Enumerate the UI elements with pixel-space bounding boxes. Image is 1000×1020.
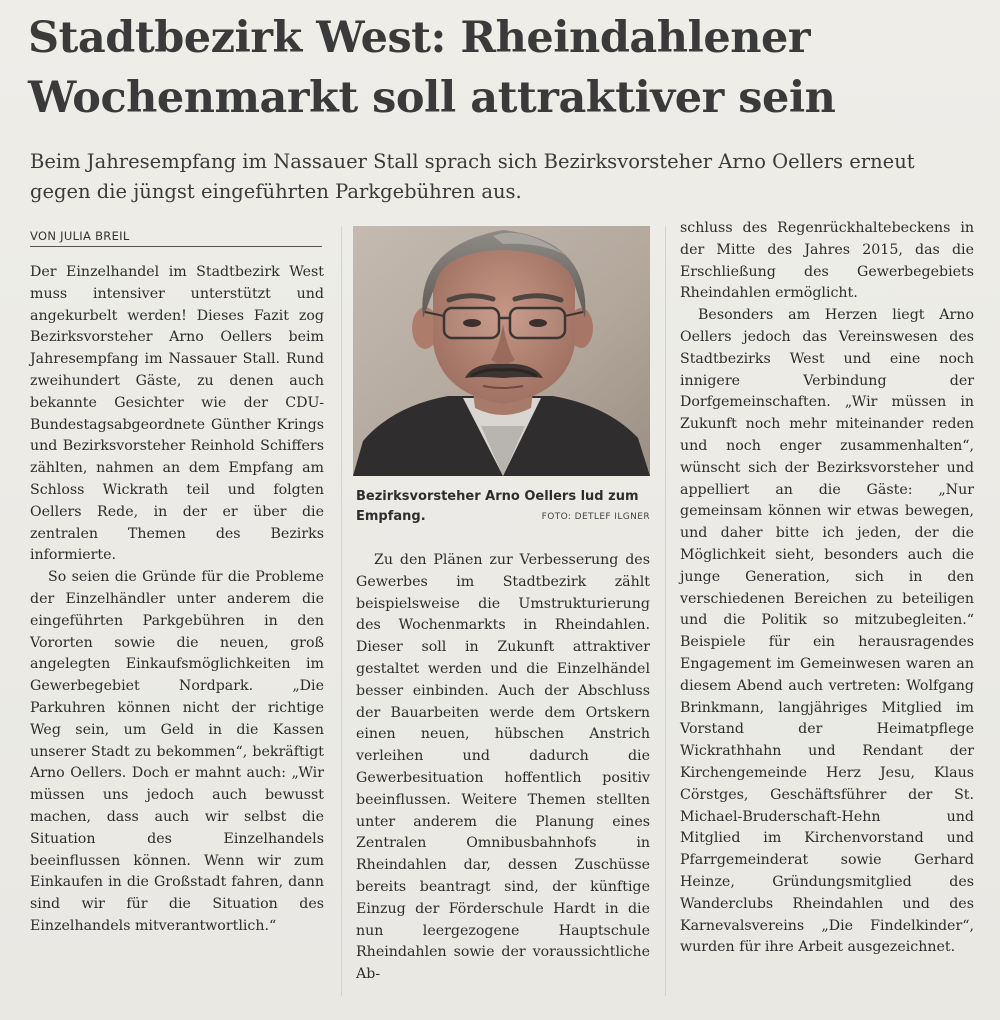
article-column-1 <box>30 262 324 938</box>
portrait-photo <box>353 226 650 476</box>
paragraph: schluss des Regenrückhaltebeckens in der Mitte des Jahres 2015, das die Erschließung des Gewerbegebiets Rheindahlen ermöglicht. <box>680 220 974 302</box>
paragraph: Zu den Plänen zur Verbesserung des Gewerbes im Stadtbezirk zählt beispielsweise die Umstrukturierung des Wochenmarkts in Rheindahlen. Dieser soll in Zukunft attraktiver gestaltet werden und die Einzelhändel besser einbinden. Auch der Abschluss der Bauarbeiten werde dem Ortskern einen neuen, hübschen Anstrich verleihen und dadurch die Gewerbesituation hoffentlich positiv beeinflussen. Weitere Themen stellten unter anderem die Planung eines Zentralen Omnibusbahnhofs in Rheindahlen dar, dessen Zuschüsse bereits beantragt sind, der künftige Einzug der Förderschule Hardt in die nun leergezogene Hauptschule Rheindahlen sowie der voraussichtliche Ab- <box>356 552 650 983</box>
headline: Stadtbezirk West: Rheindahlener Wochenmarkt soll attraktiver sein <box>28 13 836 123</box>
paragraph: Besonders am Herzen liegt Arno Oellers jedoch das Vereinswesen des Stadtbezirks West und eine noch innigere Verbindung der Dorfgemeinschaften. „Wir müssen in Zukunft noch mehr miteinander reden und noch enger zusammenhalten“, wünscht sich der Bezirksvorsteher und appelliert an die Gäste: „Nur gemeinsam können wir etwas bewegen, und daher bitte ich jeden, der die Möglichkeit sieht, besonders auch die junge Generation, sich in den verschiedenen Bereichen zu beteiligen und die Politik so mitzubegleiten.“ Beispiele für ein herausragendes Engagement im Gemeinwesen waren an diesem Abend auch vertreten: Wolfgang Brinkmann, langjähriges Mitglied im Vorstand der Heimatpflege Wickrathhahn und Rendant der Kirchengemeinde Herz Jesu, Klaus Cörstges, Geschäftsführer der St. Michael-Bruderschaft-Hehn und Mitglied im Kirchenvorstand und Pfarrgemeinderat sowie Gerhard Heinze, Gründungsmitglied des Wanderclubs Rheindahlen und des Karnevalsvereins „Die Findelkinder“, wurden für ihre Arbeit ausgezeichnet. <box>680 307 974 956</box>
paragraph: Der Einzelhandel im Stadtbezirk West muss intensiver unterstützt und angekurbelt werden! Dieses Fazit zog Bezirksvorsteher Arno Oellers beim Jahresempfang im Nassauer Stall. Rund zweihundert Gäste, zu denen auch bekannte Gesichter wie der CDU-Bundestagsabgeordnete Günther Krings und Bezirksvorsteher Reinhold Schiffers zählten, nahmen an dem Empfang am Schloss Wickrath teil und folgten Oellers Rede, in der er über die zentralen Themen des Bezirks informierte. <box>30 264 324 564</box>
photo-caption-block <box>356 487 650 527</box>
column-divider <box>665 226 666 996</box>
byline: VON JULIA BREIL <box>30 228 322 247</box>
paragraph: So seien die Gründe für die Probleme der Einzelhändler unter anderem die eingeführten Parkgebühren in den Vororten sowie die neuen, groß angelegten Einkaufsmöglichkeiten im Gewerbegebiet Nordpark. „Die Parkuhren können nicht der richtige Weg sein, um Geld in die Kassen unserer Stadt zu bekommen“, bekräftigt Arno Oellers. Doch er mahnt auch: „Wir müssen uns jedoch auch bewusst machen, dass auch wir selbst die Situation des Einzelhandels beeinflussen können. Wenn wir zum Einkaufen in die Großstadt fahren, dann sind wir für die Situation des Einzelhandels mitverantwortlich.“ <box>30 569 324 934</box>
photo-credit: FOTO: DETLEF ILGNER <box>541 512 650 522</box>
portrait-photo-image <box>353 226 650 476</box>
article-column-3 <box>680 218 974 959</box>
photo-caption: Bezirksvorsteher Arno Oellers lud zum Empfang. <box>356 489 639 524</box>
article-column-2 <box>356 550 650 986</box>
subheadline: Beim Jahresempfang im Nassauer Stall sprach sich Bezirksvorsteher Arno Oellers erneut gegen die jüngst eingeführten Parkgebühren aus. <box>30 150 915 203</box>
column-divider <box>341 226 342 996</box>
